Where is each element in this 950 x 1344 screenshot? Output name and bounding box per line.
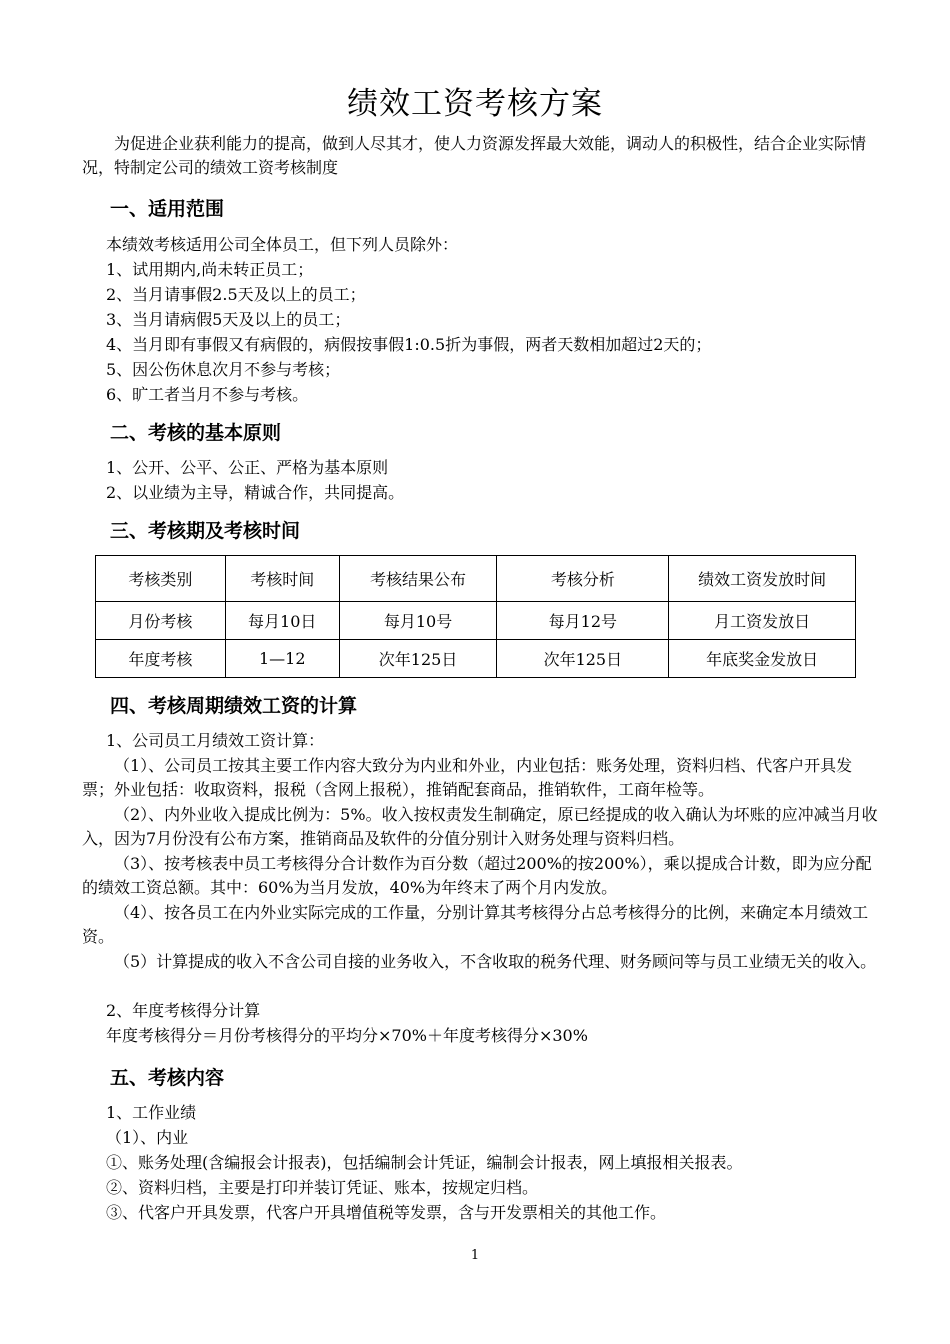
table-cell: 1—12 [225,640,339,678]
table-cell: 月工资发放日 [669,602,856,640]
section-1-item: 2、当月请事假2.5天及以上的员工； [106,285,366,304]
section-1-item: 4、当月即有事假又有病假的，病假按事假1:0.5折为事假，两者天数相加超过2天的； [106,335,712,354]
section-1-item: 1、试用期内,尚未转正员工； [106,260,314,279]
table-header-row [96,556,856,602]
section-4-subheading: 2、年度考核得分计算 [106,1001,261,1020]
table-header-cell: 考核类别 [96,556,226,602]
section-5-heading: 五、考核内容 [110,1067,225,1089]
section-4-paragraph: （2）、内外业收入提成比例为：5%。收入按权责发生制确定，原已经提成的收入确认为坏账的应冲减当月收入，因为7月份没有公布方案，推销商品及软件的分值分别计入财务处理与资料归档。 [82,805,878,848]
section-4-heading: 四、考核周期绩效工资的计算 [110,695,358,717]
section-1-item: 5、因公伤休息次月不参与考核； [106,360,341,379]
section-5-item: ①、账务处理(含编报会计报表)，包括编制会计凭证，编制会计报表，网上填报相关报表。 [106,1153,743,1172]
section-1-lead: 本绩效考核适用公司全体员工，但下列人员除外： [106,235,459,254]
table-header-cell: 考核分析 [497,556,669,602]
section-4-paragraph: （5）计算提成的收入不含公司自接的业务收入，不含收取的税务代理、财务顾问等与员工业绩无关的收入。 [114,952,877,971]
table-cell: 次年125日 [339,640,497,678]
section-4-paragraph: （3）、按考核表中员工考核得分合计数作为百分数（超过200%的按200%），乘以提成合计数，即为应分配的绩效工资总额。其中：60%为当月发放，40%为年终末了两个月内发放。 [82,854,872,897]
table-cell: 月份考核 [96,602,226,640]
schedule-table [95,555,856,678]
table-header-cell: 考核时间 [225,556,339,602]
table-cell: 年度考核 [96,640,226,678]
table-cell: 每月12号 [497,602,669,640]
section-4-subheading: 1、公司员工月绩效工资计算： [106,731,325,750]
section-5-item: ③、代客户开具发票，代客户开具增值税等发票，含与开发票相关的其他工作。 [106,1203,667,1222]
page-number: 1 [470,1248,480,1263]
section-2-heading: 二、考核的基本原则 [110,422,282,444]
section-3-heading: 三、考核期及考核时间 [110,520,301,542]
section-4-paragraph: （4）、按各员工在内外业实际完成的工作量，分别计算其考核得分占总考核得分的比例，来确定本月绩效工资。 [82,903,869,946]
section-2-item: 1、公开、公平、公正、严格为基本原则 [106,458,389,477]
table-cell: 每月10日 [225,602,339,640]
intro-paragraph: 为促进企业获利能力的提高，做到人尽其才，使人力资源发挥最大效能，调动人的积极性，结合企业实际情况，特制定公司的绩效工资考核制度 [82,134,867,177]
table-cell: 年底奖金发放日 [669,640,856,678]
table-header-cell: 绩效工资发放时间 [669,556,856,602]
table-cell: 每月10号 [339,602,497,640]
section-5-subheading: 1、工作业绩 [106,1103,197,1122]
section-4-formula: 年度考核得分＝月份考核得分的平均分×70%＋年度考核得分×30% [106,1026,588,1045]
document-title: 绩效工资考核方案 [347,86,603,122]
section-5-item: ②、资料归档，主要是打印并装订凭证、账本，按规定归档。 [106,1178,539,1197]
section-2-item: 2、以业绩为主导，精诚合作，共同提高。 [106,483,405,502]
section-1-item: 6、旷工者当月不参与考核。 [106,385,309,404]
table-row [96,640,856,678]
section-1-heading: 一、适用范围 [110,198,225,220]
section-4-paragraph: （1）、公司员工按其主要工作内容大致分为内业和外业，内业包括：账务处理，资料归档、代客户开具发票；外业包括：收取资料，报税（含网上报税），推销配套商品，推销软件，工商年检等。 [82,756,853,799]
table-header-cell: 考核结果公布 [339,556,497,602]
section-5-subheading: （1）、内业 [106,1128,189,1147]
table-row [96,602,856,640]
table-cell: 次年125日 [497,640,669,678]
section-1-item: 3、当月请病假5天及以上的员工； [106,310,351,329]
